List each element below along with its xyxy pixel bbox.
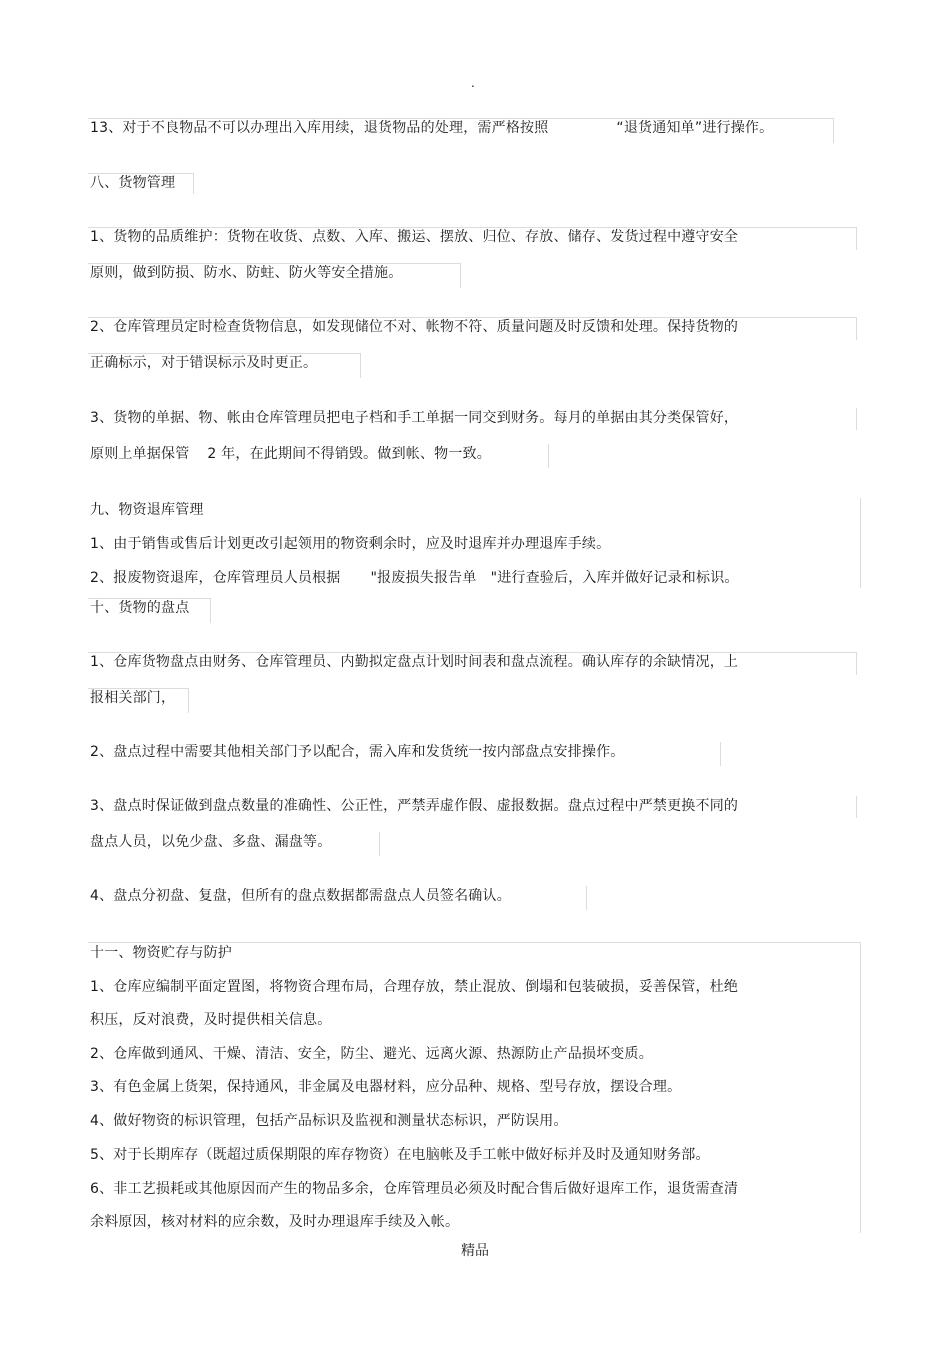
section-heading: 八、货物管理 <box>90 175 176 191</box>
text-line: 原则，做到防损、防水、防蛀、防火等安全措施。 <box>90 265 403 281</box>
text-line: 2、仓库做到通风、干燥、清洁、安全，防尘、避光、远离火源、热源防止产品损坏变质。 <box>90 1046 653 1062</box>
footer-label: 精品 <box>461 1243 489 1259</box>
text-line <box>90 118 773 138</box>
text-line: 3、有色金属上货架，保持通风，非金属及电器材料，应分品种、规格、型号存放，摆设合理。 <box>90 1079 682 1095</box>
frame-vbar-6 <box>379 832 380 856</box>
frame-vbar-7 <box>586 886 587 910</box>
header-mark: . <box>471 76 475 90</box>
text-line <box>90 568 739 588</box>
frame-vbar-2 <box>548 444 549 468</box>
section-heading: 十、货物的盘点 <box>90 600 190 616</box>
text-line: 4、盘点分初盘、复盘，但所有的盘点数据都需盘点人员签名确认。 <box>90 888 511 904</box>
text-line: 报相关部门， <box>90 690 176 706</box>
text-line: 正确标示，对于错误标示及时更正。 <box>90 355 318 371</box>
frame-vbar-4 <box>720 742 721 766</box>
text-seg: "报废损失报告单 <box>370 570 477 586</box>
text-line: 1、货物的品质维护：货物在收货、点数、入库、搬运、摆放、归位、存放、储存、发货过程中遵守安全 <box>90 229 739 245</box>
text-line: 盘点人员，以免少盘、多盘、漏盘等。 <box>90 834 332 850</box>
section-heading: 九、物资退库管理 <box>90 502 204 518</box>
text-line: 3、货物的单据、物、帐由仓库管理员把电子档和手工单据一同交到财务。每月的单据由其分类保管好， <box>90 410 739 426</box>
text-line: 5、对于长期库存（既超过质保期限的库存物资）在电脑帐及手工帐中做好标并及时及通知财务部。 <box>90 1147 710 1163</box>
text-seg: 2 年，在此期间不得销毁。做到帐、物一致。 <box>207 446 491 462</box>
text-line: 余料原因，核对材料的应余数，及时办理退库手续及入帐。 <box>90 1214 460 1230</box>
text-line: 1、由于销售或售后计划更改引起领用的物资剩余时，应及时退库并办理退库手续。 <box>90 536 611 552</box>
section-heading: 十一、物资贮存与防护 <box>90 945 232 961</box>
text-line: 2、盘点过程中需要其他相关部门予以配合，需入库和发货统一按内部盘点安排操作。 <box>90 744 625 760</box>
frame-vbar-5 <box>856 796 857 818</box>
text-line: 4、做好物资的标识管理，包括产品标识及监视和测量状态标识，严防误用。 <box>90 1113 568 1129</box>
frame-vbar-3 <box>860 498 861 588</box>
text-seg: “退货通知单”进行操作。 <box>616 120 774 136</box>
text-line: 6、非工艺损耗或其他原因而产生的物品多余，仓库管理员必须及时配合售后做好退库工作，退货需查清 <box>90 1181 739 1197</box>
text-line <box>90 444 491 464</box>
text-line: 1、仓库货物盘点由财务、仓库管理员、内勤拟定盘点计划时间表和盘点流程。确认库存的余缺情况，上 <box>90 654 739 670</box>
frame-vbar-1 <box>856 408 857 430</box>
text-line: 积压，反对浪费，及时提供相关信息。 <box>90 1012 332 1028</box>
text-seg: 13、对于不良物品不可以办理出入库用续，退货物品的处理，需严格按照 <box>90 120 549 136</box>
text-line: 1、仓库应编制平面定置图，将物资合理布局，合理存放，禁止混放、倒塌和包装破损，妥善保管，杜绝 <box>90 979 739 995</box>
text-seg: 原则上单据保管 <box>90 446 190 462</box>
text-seg: "进行查验后，入库并做好记录和标识。 <box>490 570 739 586</box>
text-line: 3、盘点时保证做到盘点数量的准确性、公正性，严禁弄虚作假、虚报数据。盘点过程中严禁更换不同的 <box>90 798 739 814</box>
text-seg: 2、报废物资退库，仓库管理员人员根据 <box>90 570 341 586</box>
text-line: 2、仓库管理员定时检查货物信息，如发现储位不对、帐物不符、质量问题及时反馈和处理。保持货物的 <box>90 319 739 335</box>
